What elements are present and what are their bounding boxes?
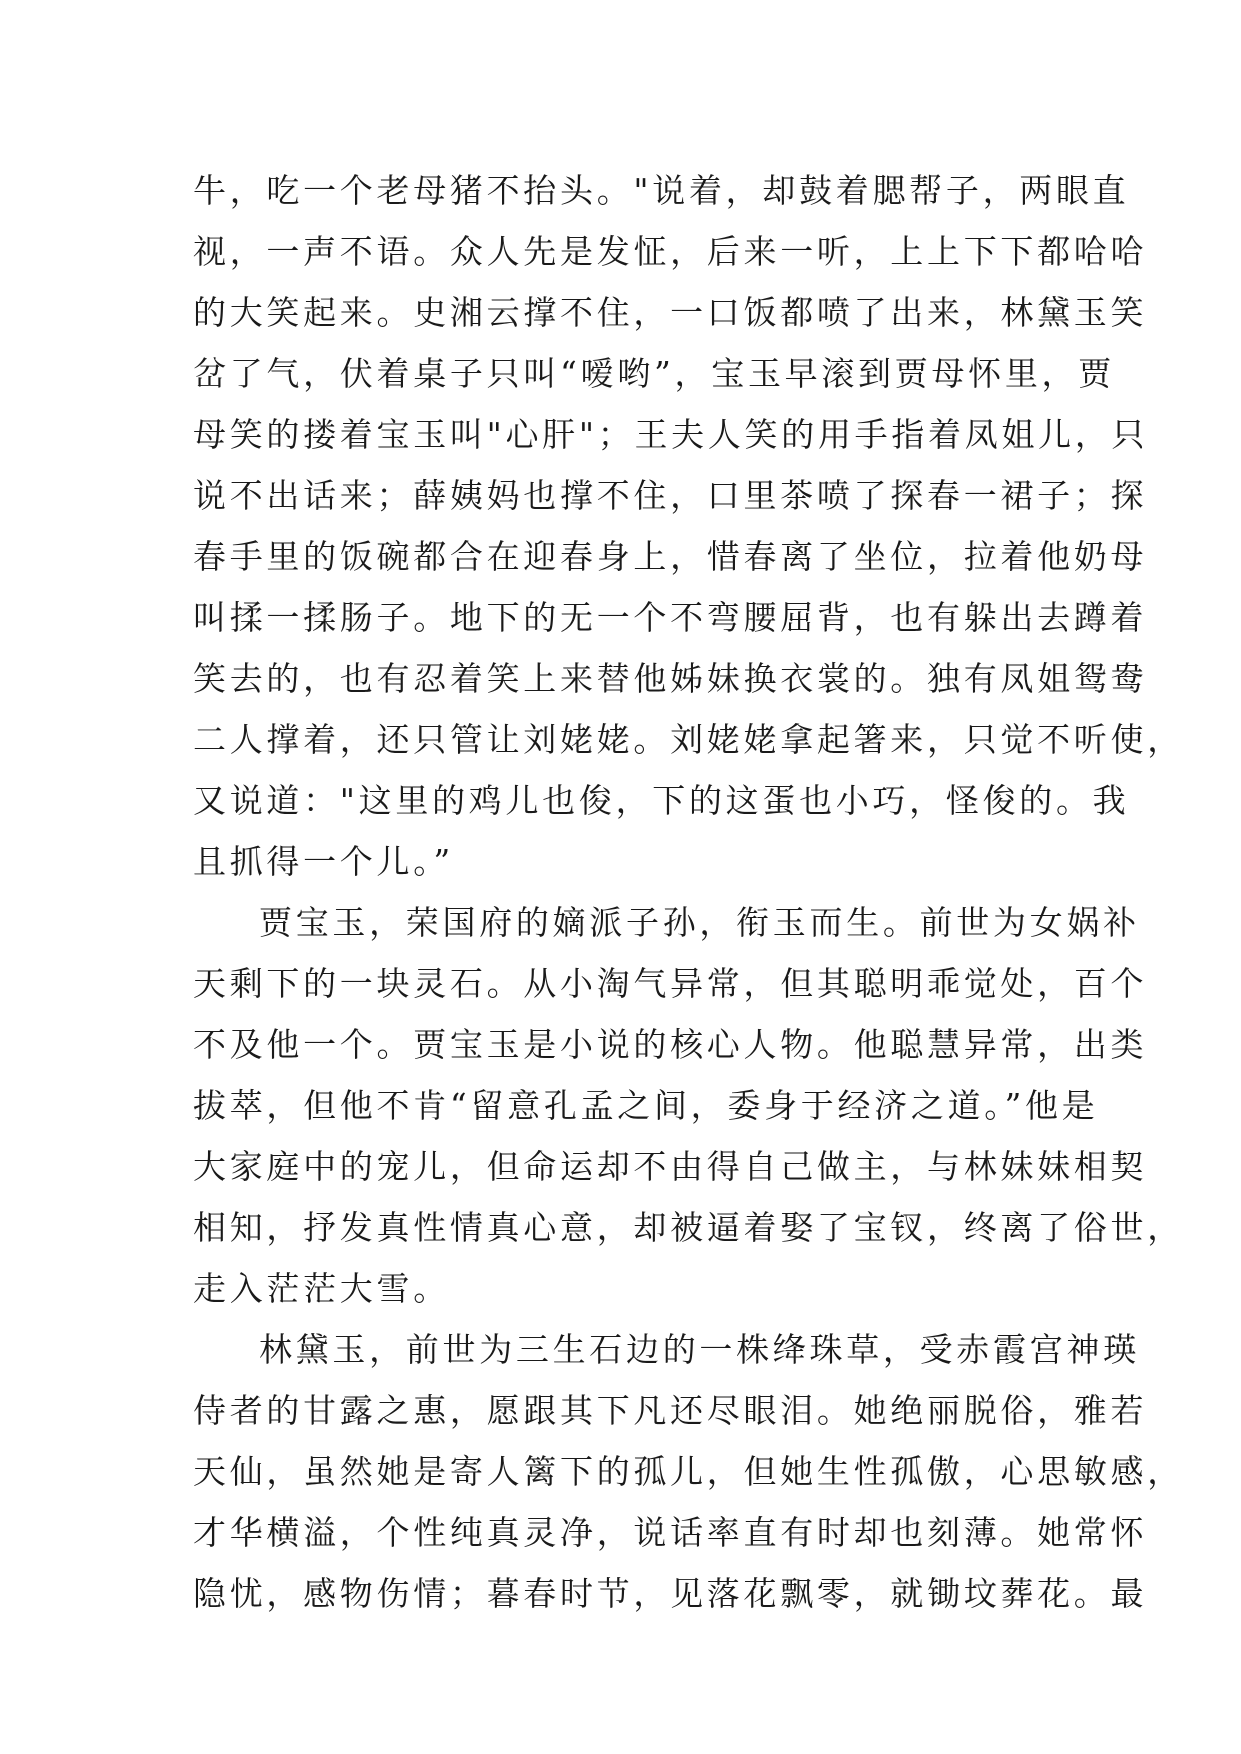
- text-line: 叫揉一揉肠子。地下的无一个不弯腰屈背，也有躲出去蹲着: [193, 598, 1148, 637]
- paragraph-liu-laolao-feast: [193, 160, 1184, 892]
- text-line: 走入茫茫大雪。: [193, 1269, 450, 1308]
- text-line: 且抓得一个儿。”: [193, 842, 454, 881]
- text-line: 大家庭中的宠儿，但命运却不由得自己做主，与林妹妹相契: [193, 1147, 1148, 1186]
- text-line: 天仙，虽然她是寄人篱下的孤儿，但她生性孤傲，心思敏感，: [193, 1452, 1184, 1491]
- text-line: 母笑的搂着宝玉叫"心肝"；王夫人笑的用手指着凤姐儿，只: [193, 415, 1149, 454]
- text-line: 不及他一个。贾宝玉是小说的核心人物。他聪慧异常，出类: [193, 1025, 1148, 1064]
- text-line: 岔了气，伏着桌子只叫“嗳哟”，宝玉早滚到贾母怀里，贾: [193, 354, 1115, 393]
- paragraph-lin-daiyu: [193, 1319, 1184, 1624]
- text-line: 天剩下的一块灵石。从小淘气异常，但其聪明乖觉处，百个: [193, 964, 1148, 1003]
- text-line: 视，一声不语。众人先是发怔，后来一听，上上下下都哈哈: [193, 232, 1148, 271]
- text-line: 林黛玉，前世为三生石边的一株绛珠草，受赤霞宫神瑛: [259, 1330, 1140, 1369]
- text-line: 侍者的甘露之惠，愿跟其下凡还尽眼泪。她绝丽脱俗，雅若: [193, 1391, 1148, 1430]
- text-line: 贾宝玉，荣国府的嫡派子孙，衔玉而生。前世为女娲补: [259, 903, 1140, 942]
- text-line: 相知，抒发真性情真心意，却被逼着娶了宝钗，终离了俗世，: [193, 1208, 1184, 1247]
- text-line: 隐忧，感物伤情；暮春时节，见落花飘零，就锄坟葬花。最: [193, 1574, 1148, 1613]
- text-line: 说不出话来；薛姨妈也撑不住，口里茶喷了探春一裙子；探: [193, 476, 1148, 515]
- text-line: 又说道："这里的鸡儿也俊，下的这蛋也小巧，怪俊的。我: [193, 781, 1130, 820]
- text-line: 才华横溢，个性纯真灵净，说话率直有时却也刻薄。她常怀: [193, 1513, 1148, 1552]
- text-line: 的大笑起来。史湘云撑不住，一口饭都喷了出来，林黛玉笑: [193, 293, 1148, 332]
- text-line: 二人撑着，还只管让刘姥姥。刘姥姥拿起箸来，只觉不听使，: [193, 720, 1184, 759]
- text-line: 拔萃，但他不肯“留意孔孟之间，委身于经济之道。”他是: [193, 1086, 1099, 1125]
- text-line: 笑去的，也有忍着笑上来替他姊妹换衣裳的。独有凤姐鸳鸯: [193, 659, 1148, 698]
- text-line: 牛，吃一个老母猪不抬头。"说着，却鼓着腮帮子，两眼直: [193, 171, 1130, 210]
- body-text: [193, 160, 1184, 1624]
- paragraph-jia-baoyu: [193, 892, 1184, 1319]
- text-line: 春手里的饭碗都合在迎春身上，惜春离了坐位，拉着他奶母: [193, 537, 1148, 576]
